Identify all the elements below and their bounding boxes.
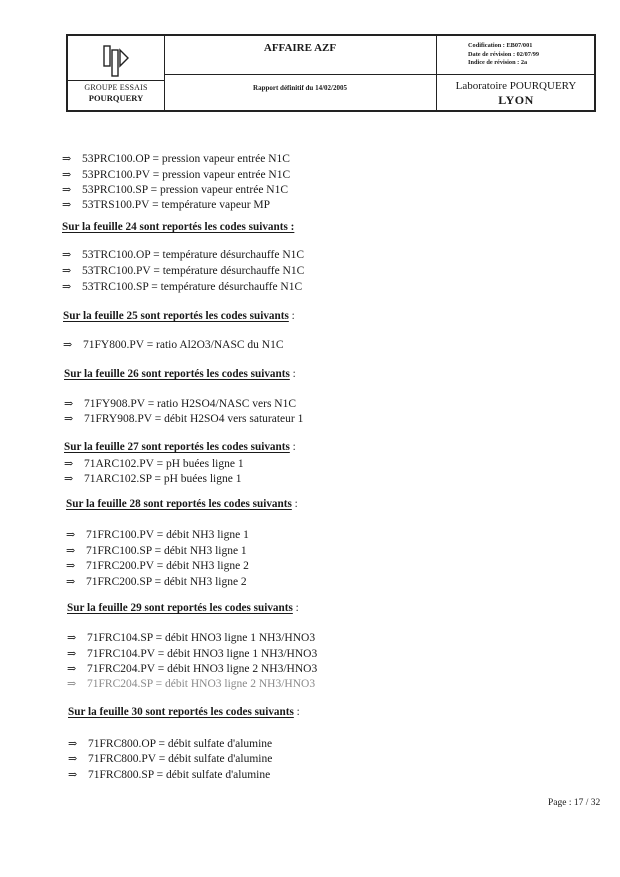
- section-heading: Sur la feuille 29 sont reportés les codes suivants :: [67, 602, 299, 614]
- list-item: ⇒ 71FY908.PV = ratio H2SO4/NASC vers N1C: [64, 398, 297, 410]
- arrow-right-icon: ⇒: [64, 473, 74, 485]
- arrow-right-icon: ⇒: [64, 398, 74, 410]
- list-item: ⇒ 71FY800.PV = ratio Al2O3/NASC du N1C: [63, 339, 284, 351]
- list-item: ⇒ 53TRC100.SP = température désurchauffe N1C: [62, 281, 303, 293]
- section-heading: Sur la feuille 26 sont reportés les codes suivants :: [64, 368, 296, 380]
- arrow-right-icon: ⇒: [62, 265, 72, 277]
- logo-cell: [68, 36, 164, 110]
- arrow-right-icon: ⇒: [67, 678, 77, 690]
- list-item: ⇒ 53PRC100.PV = pression vapeur entrée N1C: [62, 169, 291, 181]
- list-item: ⇒ 71FRC100.PV = débit NH3 ligne 1: [66, 529, 249, 541]
- list-item: ⇒ 71FRY908.PV = débit H2SO4 vers saturateur 1: [64, 413, 304, 425]
- list-item: ⇒ 71ARC102.SP = pH buées ligne 1: [64, 473, 242, 485]
- company-name-line2: POURQUERY: [88, 93, 144, 103]
- codification-block: [468, 42, 539, 68]
- section-heading: Sur la feuille 30 sont reportés les codes suivants :: [68, 706, 300, 718]
- arrow-right-icon: ⇒: [62, 169, 72, 181]
- list-item: ⇒ 71FRC800.OP = débit sulfate d'alumine: [68, 738, 273, 750]
- arrow-right-icon: ⇒: [62, 199, 72, 211]
- section-heading: Sur la feuille 27 sont reportés les codes suivants :: [64, 441, 296, 453]
- revision-date: Date de révision : 02/07/99: [468, 50, 540, 58]
- list-item: ⇒ 71FRC204.SP = débit HNO3 ligne 2 NH3/HNO3: [67, 678, 316, 690]
- page-number: Page : 17 / 32: [548, 798, 601, 808]
- arrow-right-icon: ⇒: [68, 753, 78, 765]
- header-divider: [436, 74, 594, 75]
- list-item: ⇒ 53TRC100.PV = température désurchauffe N1C: [62, 265, 305, 277]
- arrow-right-icon: ⇒: [63, 339, 73, 351]
- section-heading: Sur la feuille 25 sont reportés les codes suivants :: [63, 310, 295, 322]
- list-item: ⇒ 71FRC104.SP = débit HNO3 ligne 1 NH3/HNO3: [67, 632, 316, 644]
- list-item: ⇒ 71FRC800.PV = débit sulfate d'alumine: [68, 753, 273, 765]
- header-divider: [164, 74, 436, 75]
- list-item: ⇒ 71FRC204.PV = débit HNO3 ligne 2 NH3/HNO3: [67, 663, 318, 675]
- arrow-right-icon: ⇒: [66, 545, 76, 557]
- list-item: ⇒ 53PRC100.SP = pression vapeur entrée N1C: [62, 184, 289, 196]
- arrow-right-icon: ⇒: [62, 184, 72, 196]
- section-heading: Sur la feuille 24 sont reportés les codes suivants :: [62, 221, 295, 233]
- list-item: ⇒ 53TRS100.PV = température vapeur MP: [62, 199, 271, 211]
- list-item: ⇒ 53PRC100.OP = pression vapeur entrée N1C: [62, 153, 290, 165]
- document-header: [66, 34, 596, 112]
- arrow-right-icon: ⇒: [68, 738, 78, 750]
- list-item: ⇒ 71FRC800.SP = débit sulfate d'alumine: [68, 769, 271, 781]
- arrow-right-icon: ⇒: [64, 458, 74, 470]
- list-item: ⇒ 71FRC200.SP = débit NH3 ligne 2: [66, 576, 247, 588]
- list-item: ⇒ 71FRC200.PV = débit NH3 ligne 2: [66, 560, 249, 572]
- arrow-right-icon: ⇒: [68, 769, 78, 781]
- arrow-right-icon: ⇒: [66, 529, 76, 541]
- arrow-right-icon: ⇒: [67, 648, 77, 660]
- document-title: AFFAIRE AZF: [263, 42, 337, 54]
- arrow-right-icon: ⇒: [62, 153, 72, 165]
- arrow-right-icon: ⇒: [67, 663, 77, 675]
- header-divider: [436, 36, 437, 110]
- section-heading: Sur la feuille 28 sont reportés les codes suivants :: [66, 498, 298, 510]
- arrow-right-icon: ⇒: [66, 560, 76, 572]
- arrow-right-icon: ⇒: [67, 632, 77, 644]
- arrow-right-icon: ⇒: [66, 576, 76, 588]
- arrow-right-icon: ⇒: [62, 249, 72, 261]
- codification: Codification : EB07/001: [468, 42, 533, 49]
- laboratory-city: LYON: [498, 93, 534, 107]
- list-item: ⇒ 53TRC100.OP = température désurchauffe N1C: [62, 249, 305, 261]
- company-name-line1: GROUPE ESSAIS: [84, 83, 148, 92]
- revision-index: Indice de révision : 2a: [468, 59, 528, 66]
- arrow-right-icon: ⇒: [64, 413, 74, 425]
- report-date: Rapport définitif du 14/02/2005: [253, 84, 347, 92]
- laboratory-name: Laboratoire POURQUERY: [455, 80, 577, 92]
- list-item: ⇒ 71ARC102.PV = pH buées ligne 1: [64, 458, 244, 470]
- list-item: ⇒ 71FRC104.PV = débit HNO3 ligne 1 NH3/HNO3: [67, 648, 318, 660]
- list-item: ⇒ 71FRC100.SP = débit NH3 ligne 1: [66, 545, 247, 557]
- arrow-right-icon: ⇒: [62, 281, 72, 293]
- company-logo-icon: [102, 44, 130, 78]
